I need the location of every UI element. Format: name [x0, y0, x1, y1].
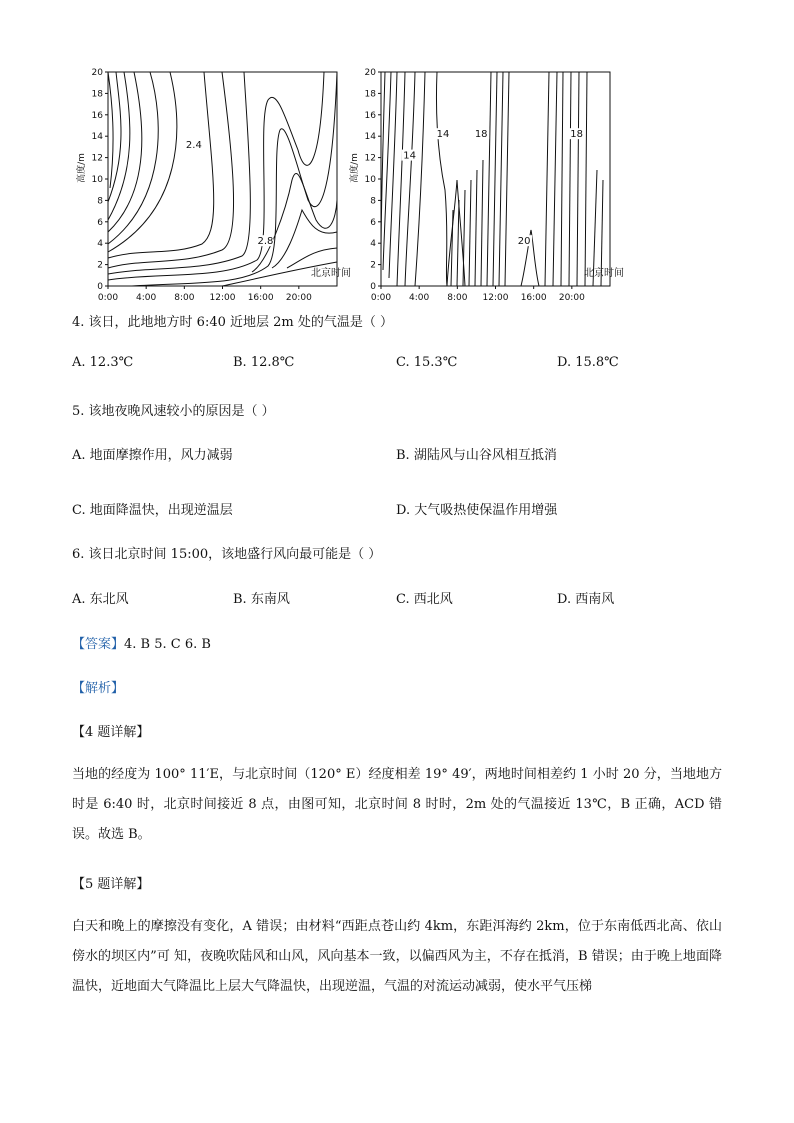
q4-option-b: B. 12.8℃	[233, 355, 295, 370]
q5-option-a: A. 地面摩擦作用，风力减弱	[72, 448, 233, 463]
x-axis-unit-label: 北京时间	[311, 268, 351, 279]
contour-label: 14	[403, 150, 416, 162]
y-tick-label: 8	[97, 196, 103, 207]
question-5-stem: 5. 该地夜晚风速较小的原因是（ ）	[72, 404, 275, 419]
y-axis-label	[75, 153, 87, 183]
contour-label: 14	[436, 129, 450, 141]
detail-5-title: 【5 题详解】	[72, 877, 150, 892]
q6-option-a: A. 东北风	[72, 592, 129, 607]
x-tick-label: 16:00	[520, 293, 547, 303]
svg-text:高度/m: 高度/m	[77, 153, 87, 183]
temperature-contour-chart	[345, 60, 625, 303]
x-tick-label: 4:00	[409, 293, 430, 303]
x-tick-label: 8:00	[447, 293, 468, 303]
question-4-stem: 4. 该日，此地地方时 6:40 近地层 2m 处的气温是（ ）	[72, 315, 393, 330]
x-tick-label: 0:00	[370, 293, 392, 303]
contour-label: 2.4	[185, 139, 202, 151]
y-tick-label: 16	[364, 110, 376, 121]
y-tick-label: 16	[91, 110, 103, 121]
x-tick-label: 0:00	[97, 293, 119, 303]
y-tick-label: 8	[370, 196, 376, 207]
detail-4-title: 【4 题详解】	[72, 725, 150, 740]
contour-label: 2.8	[257, 236, 274, 248]
wind-speed-contour-chart	[72, 60, 352, 303]
svg-text:高度/m: 高度/m	[350, 153, 360, 183]
x-tick-label: 4:00	[136, 293, 157, 303]
y-axis-label	[348, 153, 360, 183]
y-tick-label: 6	[97, 217, 103, 228]
detail-4-body: 当地的经度为 100° 11′E，与北京时间（120° E）经度相差 19° 49′，两地时间相差约 1 小时 20 分，当地地方时是 6:40 时，北京时间接近 8 点，由图可知，北京时间 8 时时，2m 处的气温接近 13℃，B 正确，ACD 错误。故选 B。	[72, 767, 722, 842]
q4-option-a: A. 12.3℃	[72, 355, 134, 370]
y-tick-label: 14	[364, 132, 376, 143]
q4-option-c: C. 15.3℃	[396, 355, 458, 370]
contour-label: 18	[570, 129, 583, 141]
contour-label: 20	[517, 236, 531, 248]
isolines	[108, 72, 337, 286]
x-tick-label: 12:00	[482, 293, 509, 303]
y-tick-label: 4	[370, 239, 376, 250]
q5-option-b: B. 湖陆风与山谷风相互抵消	[396, 448, 557, 463]
x-tick-label: 20:00	[285, 293, 312, 303]
y-tick-label: 0	[370, 282, 376, 292]
q6-option-b: B. 东南风	[233, 592, 290, 607]
y-tick-label: 12	[91, 153, 103, 164]
y-tick-label: 2	[97, 260, 103, 271]
y-tick-label: 18	[91, 89, 103, 100]
x-tick-label: 20:00	[558, 293, 585, 303]
answer-tag: 【答案】	[72, 637, 125, 652]
q5-option-d: D. 大气吸热使保温作用增强	[396, 503, 558, 518]
isolines	[381, 72, 603, 286]
x-tick-label: 8:00	[174, 293, 195, 303]
q4-option-d: D. 15.8℃	[557, 355, 619, 370]
y-tick-label: 4	[97, 239, 103, 250]
y-tick-label: 18	[364, 89, 376, 100]
y-tick-label: 20	[91, 68, 103, 78]
q6-option-c: C. 西北风	[396, 592, 453, 607]
x-axis-unit-label: 北京时间	[584, 268, 624, 279]
x-tick-label: 16:00	[247, 293, 274, 303]
y-tick-label: 6	[370, 217, 376, 228]
y-tick-label: 20	[364, 68, 376, 78]
q6-option-d: D. 西南风	[557, 592, 615, 607]
question-6-stem: 6. 该日北京时间 15:00，该地盛行风向最可能是（ ）	[72, 547, 382, 562]
y-tick-label: 10	[364, 175, 376, 185]
y-tick-label: 2	[370, 260, 376, 271]
answer-line	[72, 633, 211, 652]
answer-text: 4. B 5. C 6. B	[124, 637, 211, 652]
y-tick-label: 12	[364, 153, 376, 164]
x-tick-label: 12:00	[209, 293, 236, 303]
y-tick-label: 0	[97, 282, 103, 292]
y-tick-label: 10	[91, 175, 103, 185]
q5-option-c: C. 地面降温快，出现逆温层	[72, 503, 233, 518]
y-tick-label: 14	[91, 132, 103, 143]
detail-5-body: 白天和晚上的摩擦没有变化，A 错误；由材料“西距点苍山约 4km，东距洱海约 2km，位于东南低西北高、依山傍水的坝区内”可 知，夜晚吹陆风和山风，风向基本一致，以偏西风为主，不存在抵消，B 错误；由于晚上地面降温快，近地面大气降温比上层大气降温快，出现逆温，气温的对流运动减弱，使水平气压梯	[72, 919, 722, 994]
contour-label: 18	[474, 129, 488, 141]
analysis-tag: 【解析】	[72, 681, 125, 696]
